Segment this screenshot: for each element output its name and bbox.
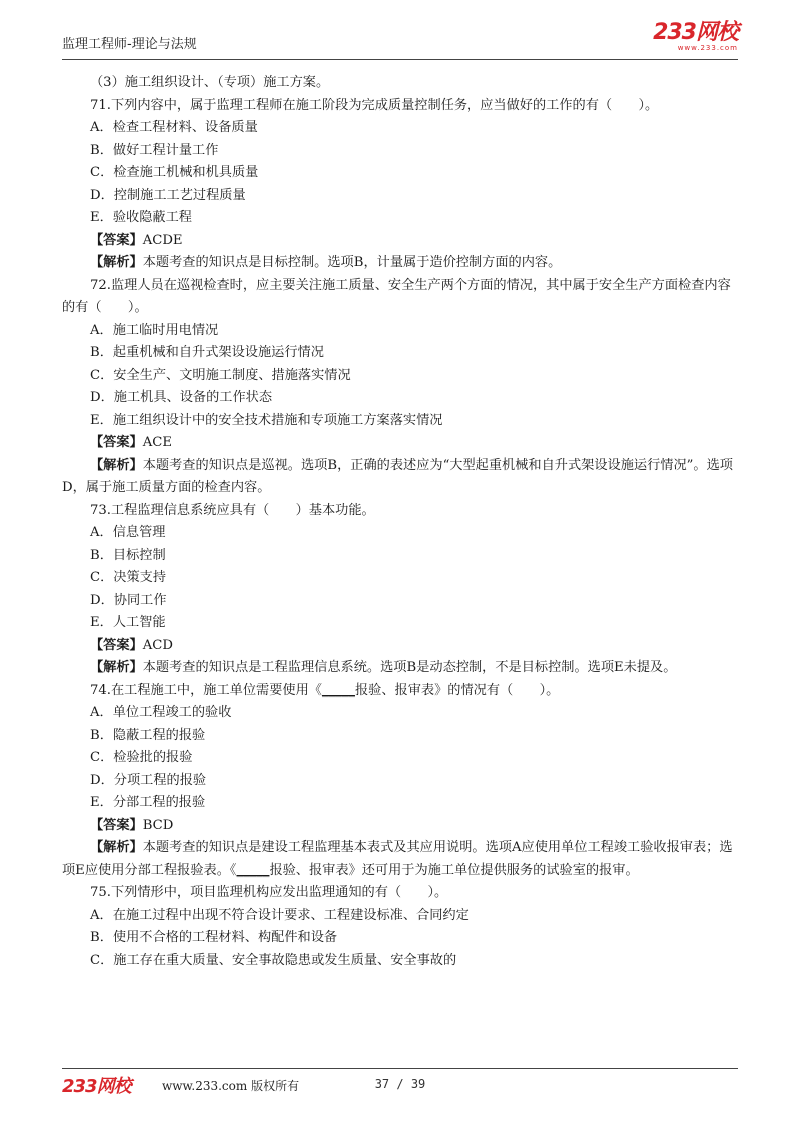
option: E．验收隐蔽工程 — [90, 210, 192, 225]
answer-value: BCD — [142, 817, 174, 833]
explanation-tag: 【解析】 — [90, 660, 143, 675]
explanation-text: 本题考查的知识点是工程监理信息系统。选项B是动态控制，不是目标控制。选项E未提及。 — [142, 660, 677, 675]
option: D．施工机具、设备的工作状态 — [90, 390, 273, 405]
option: B．使用不合格的工程材料、构配件和设备 — [90, 930, 338, 945]
answer-value: ACDE — [142, 232, 183, 248]
footer-logo: 233网校 — [62, 1076, 131, 1097]
option: D．分项工程的报验 — [90, 772, 207, 788]
answer — [62, 815, 738, 838]
question-75: 75.下列情形中，项目监理机构应发出监理通知的有（ ）。 — [90, 885, 448, 900]
option: D．协同工作 — [90, 592, 167, 608]
page-footer — [62, 1072, 738, 1096]
option: A．信息管理 — [90, 525, 166, 540]
option: A．在施工过程中出现不符合设计要求、工程建设标准、合同约定 — [90, 907, 469, 923]
copyright-text: www.233.com 版权所有 — [162, 1079, 300, 1093]
blank: _____ — [321, 682, 355, 698]
answer — [62, 635, 738, 658]
answer-value: ACD — [142, 637, 173, 653]
footer-divider — [62, 1068, 738, 1069]
explanation — [62, 455, 738, 500]
header-divider — [62, 59, 738, 60]
explanation-text: 本题考查的知识点是目标控制。选项B，计量属于造价控制方面的内容。 — [142, 255, 562, 270]
option: D．控制施工工艺过程质量 — [90, 187, 246, 203]
option: A．施工临时用电情况 — [90, 322, 219, 338]
answer-tag: 【答案】 — [90, 232, 143, 248]
document-body — [62, 72, 738, 972]
answer-tag: 【答案】 — [90, 817, 143, 833]
answer — [62, 230, 738, 253]
option: E．施工组织设计中的安全技术措施和专项施工方案落实情况 — [90, 412, 443, 428]
option: E．人工智能 — [90, 615, 166, 630]
explanation-text: 报验、报审表》还可用于为施工单位提供服务的试验室的报审。 — [269, 862, 639, 878]
paragraph: （3）施工组织设计、（专项）施工方案。 — [90, 75, 330, 90]
question-74 — [62, 680, 738, 703]
option: B．做好工程计量工作 — [90, 142, 219, 158]
option: E．分部工程的报验 — [90, 795, 206, 810]
answer-value: ACE — [142, 435, 172, 450]
blank: _____ — [236, 862, 270, 878]
option: C．施工存在重大质量、安全事故隐患或发生质量、安全事故的 — [90, 952, 457, 968]
logo-text: 233网校 — [653, 20, 738, 45]
option: B．隐蔽工程的报验 — [90, 727, 206, 743]
question-71: 71.下列内容中，属于监理工程师在施工阶段为完成质量控制任务，应当做好的工作的有（ ）。 — [90, 97, 659, 113]
explanation — [62, 252, 738, 275]
answer-tag: 【答案】 — [90, 637, 143, 653]
question-73: 73.工程监理信息系统应具有（ ）基本功能。 — [90, 502, 375, 518]
explanation — [62, 837, 738, 882]
document-title: 监理工程师-理论与法规 — [62, 37, 197, 52]
option: C．检验批的报验 — [90, 750, 193, 765]
option: A．单位工程竣工的验收 — [90, 705, 232, 720]
page-number: 37 / 39 — [374, 1077, 426, 1091]
option: A．检查工程材料、设备质量 — [90, 120, 258, 135]
logo-url: www.233.com — [677, 44, 738, 52]
option: C．安全生产、文明施工制度、措施落实情况 — [90, 367, 351, 383]
option: C．检查施工机械和机具质量 — [90, 165, 259, 180]
answer-tag: 【答案】 — [90, 435, 143, 450]
brand-logo — [653, 22, 738, 52]
explanation-tag: 【解析】 — [90, 840, 143, 855]
explanation-text: 本题考查的知识点是巡视。选项B，正确的表述应为“大型起重机械和自升式架设设施运行情况”。选项D，属于施工质量方面的检查内容。 — [62, 457, 733, 495]
option: B．目标控制 — [90, 547, 166, 563]
explanation-tag: 【解析】 — [90, 255, 143, 270]
option: B．起重机械和自升式架设设施运行情况 — [90, 345, 324, 360]
explanation — [62, 657, 738, 680]
explanation-text: 本题考查的知识点是建设工程监理基本表式及其应用说明。选项A应使用单位工程竣工验收报审表；选项E应使用分部工程报验表。《 — [62, 840, 733, 878]
question-text: 74.在工程施工中，施工单位需要使用《 — [90, 682, 322, 698]
page-header — [62, 22, 738, 58]
explanation-tag: 【解析】 — [90, 457, 143, 473]
question-72: 72.监理人员在巡视检查时，应主要关注施工质量、安全生产两个方面的情况，其中属于安全生产方面检查内容的有（ ）。 — [62, 277, 731, 315]
question-text: 报验、报审表》的情况有（ ）。 — [354, 682, 560, 698]
answer — [62, 432, 738, 455]
option: C．决策支持 — [90, 570, 167, 585]
